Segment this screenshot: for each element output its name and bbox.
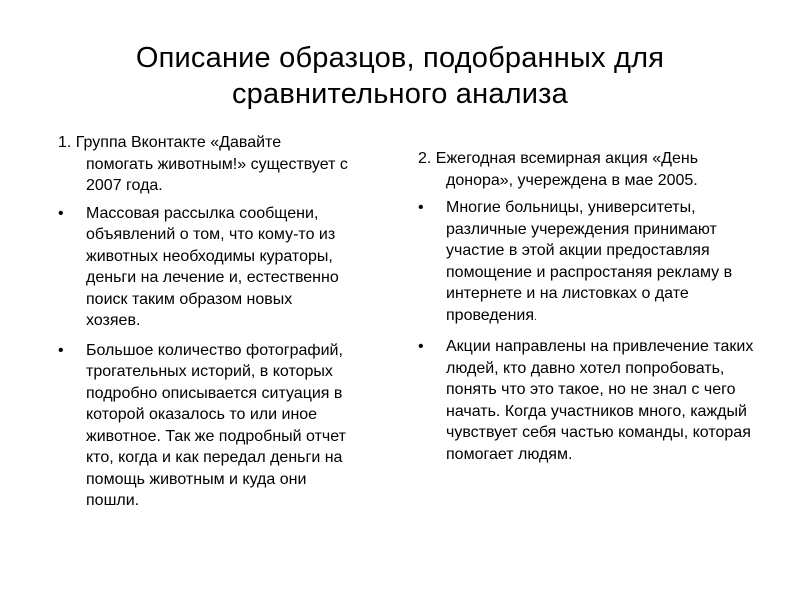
right-column [418, 148, 763, 473]
left-column [58, 132, 348, 520]
right-intro: 2. Ежегодная всемирная акция «День донора», учереждена в мае 2005. [418, 150, 699, 189]
bullet-icon: • [58, 341, 64, 359]
right-bullet-item [418, 197, 763, 328]
right-bullet-list [418, 197, 763, 465]
slide-title: Описание образцов, подобранных для сравнительного анализа [135, 42, 665, 110]
left-bullet-text: Большое количество фотографий, трогательных историй, в которых подробно описывается ситуация в которой оказалось то или иное животное. Так же подробный отчет кто, когда и как передал деньги на помощь животным и куда они пошли. [86, 341, 346, 509]
right-bullet-text: Многие больницы, университеты, различные учереждения принимают участие в этой акции предоставляя помощение и распростаняя рекламу в интернете и на листовках о дате проведения [446, 199, 733, 324]
bullet-icon: • [418, 338, 424, 355]
left-bullet-text: Массовая рассылка сообщени, объявлений о том, что кому-то из животных необходимы кураторы, деньги на лечение и, естественно поиск таким образом новых хозяев. [86, 204, 339, 329]
right-bullet-item [418, 336, 763, 465]
left-intro: 1. Группа Вконтакте «Давайте помогать животным!» существует с 2007 года. [58, 134, 348, 194]
bullet-icon: • [418, 199, 424, 216]
bullet-icon: • [58, 204, 64, 222]
left-bullet-item [58, 340, 348, 512]
left-bullet-item [58, 203, 348, 332]
right-bullet-text: Акции направлены на привлечение таких людей, кто давно хотел попробовать, понять что это такое, но не знал с чего начать. Когда участников много, каждый чувствует себя частью команды, которая помогает людям. [446, 338, 754, 463]
right-bullet-tail: . [534, 311, 537, 323]
left-bullet-list [58, 203, 348, 512]
